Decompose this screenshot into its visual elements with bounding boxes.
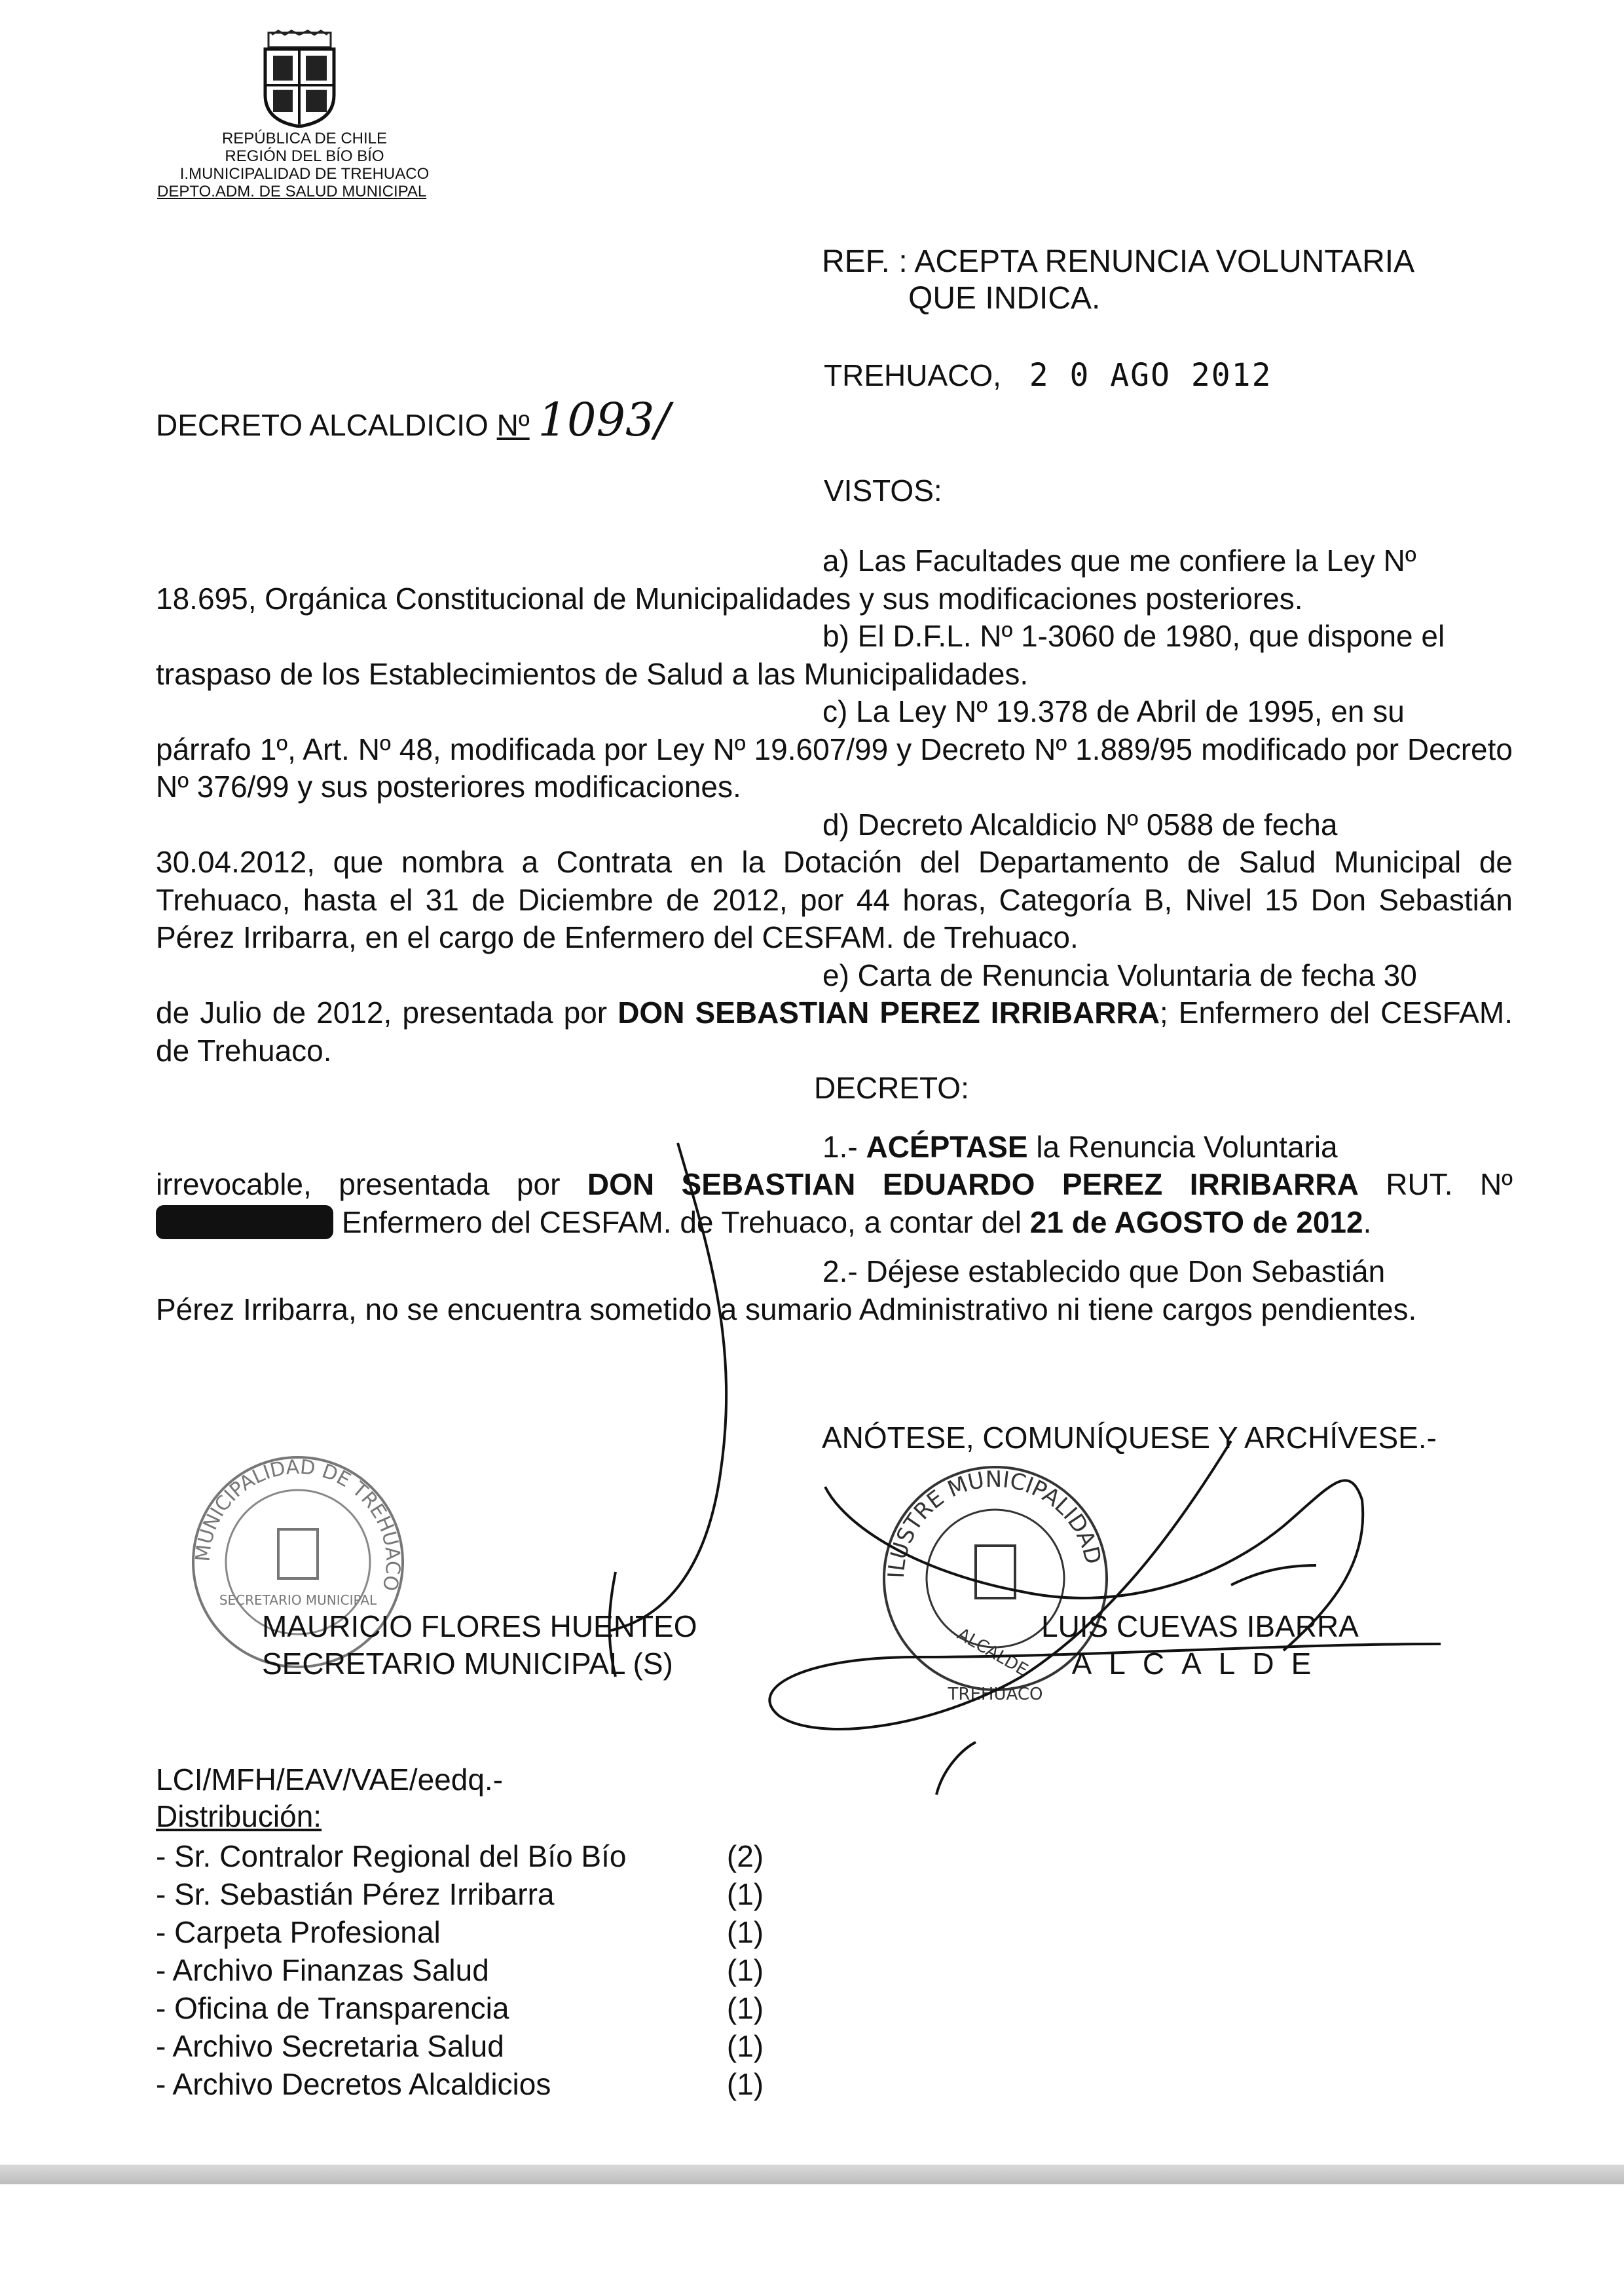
clause-d-line1: d) Decreto Alcaldicio Nº 0588 de fecha xyxy=(822,807,1338,842)
clause-b-line1: b) El D.F.L. Nº 1-3060 de 1980, que dispone el xyxy=(822,619,1445,653)
mayor-name: LUIS CUEVAS IBARRA xyxy=(1041,1609,1359,1643)
clause-e-text-a: de Julio de 2012, presentada por xyxy=(156,996,618,1030)
distribution-qty: (1) xyxy=(726,1991,764,2025)
decree-label: DECRETO ALCALDICIO xyxy=(156,408,489,442)
distribution-recipient: - Sr. Contralor Regional del Bío Bío xyxy=(156,1839,627,1873)
header-line-region: REGIÓN DEL BÍO BÍO xyxy=(225,147,384,165)
list-item xyxy=(156,1913,778,1951)
decree-number-handwritten: 1093/ xyxy=(538,393,671,447)
seal-right-center-text: ALCALDE xyxy=(953,1624,1031,1681)
distribution-qty: (1) xyxy=(726,2029,764,2063)
distribution-recipient: - Archivo Secretaria Salud xyxy=(156,2029,504,2063)
distribution-qty: (1) xyxy=(726,2067,764,2101)
distribution-list xyxy=(156,1837,778,2103)
list-item xyxy=(156,1875,778,1913)
clause-e-name: DON SEBASTIAN PEREZ IRRIBARRA xyxy=(618,996,1160,1030)
place-date xyxy=(824,357,1272,394)
list-item xyxy=(156,2027,778,2065)
place-city: TREHUACO, xyxy=(824,358,1001,392)
seal-right-bottom-text: TREHUACO xyxy=(948,1685,1043,1704)
mayor-signature-block xyxy=(1041,1608,1359,1683)
header-line-republica: REPÚBLICA DE CHILE xyxy=(221,130,388,147)
article-1-number: 1.- xyxy=(822,1129,866,1164)
distribution-recipient: - Carpeta Profesional xyxy=(156,1915,441,1949)
mayor-title: ALCALDE xyxy=(1071,1647,1329,1681)
clause-b-line2: traspaso de los Establecimientos de Salud a las Municipalidades. xyxy=(156,656,1029,691)
secretary-title: SECRETARIO MUNICIPAL (S) xyxy=(262,1647,673,1681)
article-1-text-c: Enfermero del CESFAM. de Trehuaco, a contar del xyxy=(333,1204,1030,1239)
ref-line-2: QUE INDICA. xyxy=(908,281,1101,316)
article-1-line1 xyxy=(156,1129,1513,1166)
closing-formula: ANÓTESE, COMUNÍQUESE Y ARCHÍVESE.- xyxy=(822,1421,1437,1455)
article-1-verb: ACÉPTASE xyxy=(866,1129,1028,1164)
distribution-qty: (2) xyxy=(726,1839,764,1873)
reference-block xyxy=(822,244,1414,317)
article-1-text: la Renuncia Voluntaria xyxy=(1027,1129,1338,1164)
seal-left-ring-text: MUNICIPALIDAD DE TREHUACO xyxy=(191,1455,405,1594)
article-2-line2: Pérez Irribarra, no se encuentra sometido a sumario Administrativo ni tiene cargos pendientes. xyxy=(156,1292,1417,1326)
article-1-effective-date: 21 de AGOSTO de 2012 xyxy=(1029,1204,1363,1239)
article-1-rut-label: RUT. Nº xyxy=(1358,1167,1513,1201)
scan-bottom-edge xyxy=(0,2165,1624,2184)
header-line-depto: DEPTO.ADM. DE SALUD MUNICIPAL xyxy=(157,183,427,200)
clause-c-line1: c) La Ley Nº 19.378 de Abril de 1995, en su xyxy=(822,694,1405,728)
clause-a-line1: a) Las Facultades que me confiere la Ley Nº xyxy=(822,544,1416,578)
list-item xyxy=(156,2065,778,2103)
institution-header xyxy=(157,130,452,200)
secretary-signature-block xyxy=(262,1608,697,1683)
seal-left-center-text: SECRETARIO MUNICIPAL xyxy=(219,1592,377,1608)
article-1-line2 xyxy=(156,1166,1513,1241)
distribution-title: Distribución: xyxy=(156,1799,322,1833)
article-2-line1: 2.- Déjese establecido que Don Sebastián xyxy=(822,1254,1386,1288)
distribution-recipient: - Oficina de Transparencia xyxy=(156,1991,509,2025)
vistos-heading: VISTOS: xyxy=(824,474,942,508)
decree-title xyxy=(156,393,670,447)
distribution-qty: (1) xyxy=(726,1953,764,1987)
distribution-qty: (1) xyxy=(726,1877,764,1911)
article-1-period: . xyxy=(1363,1204,1372,1239)
distribution-recipient: - Archivo Finanzas Salud xyxy=(156,1953,489,1987)
clause-c-line2: párrafo 1º, Art. Nº 48, modificada por Ley Nº 19.607/99 y Decreto Nº 1.889/95 modificado por Decreto Nº 376/99 y sus posteriores modificaciones. xyxy=(156,732,1513,804)
clause-e-line1: e) Carta de Renuncia Voluntaria de fecha 30 xyxy=(822,958,1417,992)
list-item xyxy=(156,1951,778,1989)
decree-number-label: Nº xyxy=(496,408,530,442)
seal-right-ring-text: ILUSTRE MUNICIPALIDAD xyxy=(883,1466,1107,1579)
ref-line-1: REF. : ACEPTA RENUNCIA VOLUNTARIA xyxy=(822,244,1415,279)
decreto-heading: DECRETO: xyxy=(814,1071,969,1105)
reference-initials: LCI/MFH/EAV/VAE/eedq.- xyxy=(156,1763,504,1797)
clause-d-line2: 30.04.2012, que nombra a Contrata en la Dotación del Departamento de Salud Municipal de Trehuaco, hasta el 31 de Diciembre de 2012, por 44 horas, Categoría B, Nivel 15 Don Sebastián Pérez Irribarra, en el cargo de Enfermero del CESFAM. de Trehuaco. xyxy=(156,845,1513,954)
list-item xyxy=(156,1837,778,1875)
header-line-municipalidad: I.MUNICIPALIDAD DE TREHUACO xyxy=(179,165,430,183)
secretary-name: MAURICIO FLORES HUENTEO xyxy=(262,1609,697,1643)
article-1-fullname: DON SEBASTIAN EDUARDO PEREZ IRRIBARRA xyxy=(587,1167,1359,1201)
distribution-recipient: - Sr. Sebastián Pérez Irribarra xyxy=(156,1877,555,1911)
municipal-crest-logo xyxy=(259,29,341,128)
stamped-date: 2 0 AGO 2012 xyxy=(1029,357,1272,394)
clause-e-text-c: ; Enfermero del CESFAM. de Trehuaco. xyxy=(156,996,1513,1068)
article-1-text-b: irrevocable, presentada por xyxy=(156,1167,587,1201)
clause-a-line2: 18.695, Orgánica Constitucional de Municipalidades y sus modificaciones posteriores. xyxy=(156,581,1303,616)
decree-body xyxy=(156,542,1513,1328)
distribution-qty: (1) xyxy=(726,1915,764,1949)
redacted-rut: 16.496.447-7 xyxy=(156,1204,334,1239)
list-item xyxy=(156,1989,778,2027)
distribution-recipient: - Archivo Decretos Alcaldicios xyxy=(156,2067,551,2101)
clause-e-line2 xyxy=(156,994,1513,1070)
